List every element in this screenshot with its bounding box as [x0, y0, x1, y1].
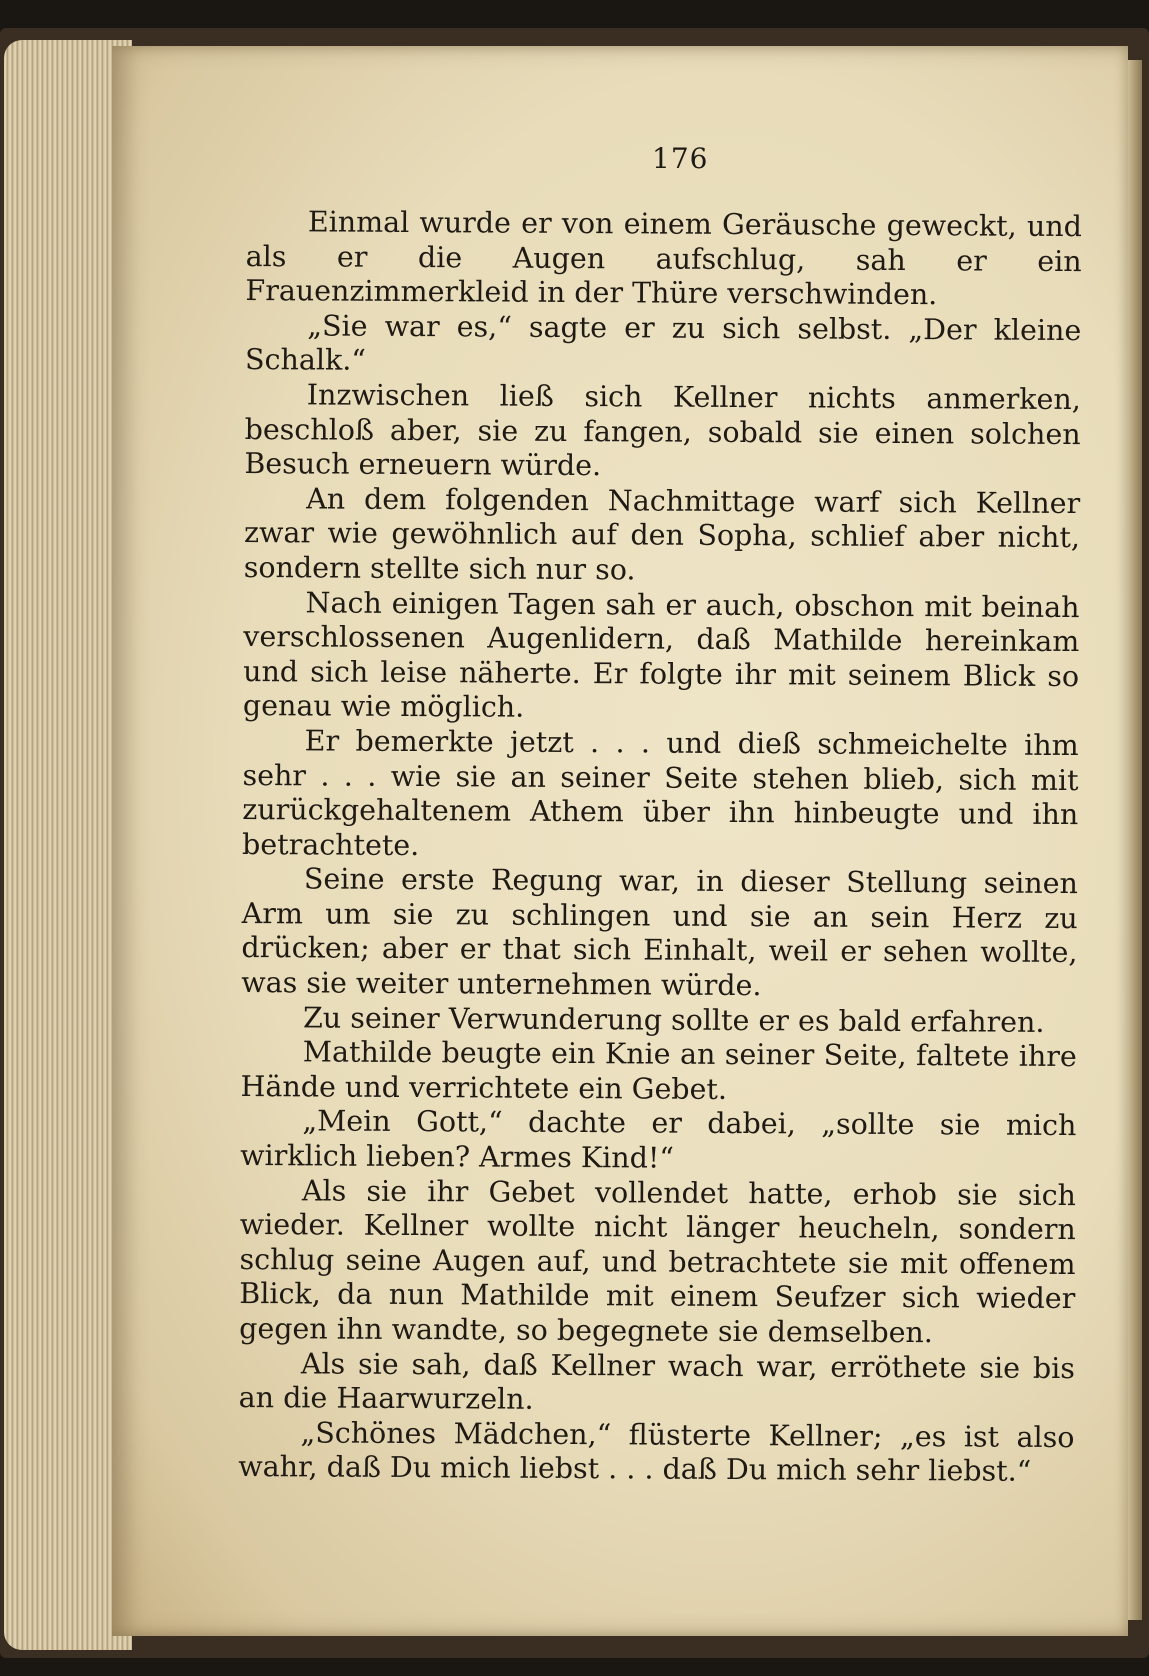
page-number: 176	[652, 142, 709, 175]
paragraph: Als sie sah, daß Kellner wach war, erröthete sie bis an die Haarwurzeln.	[238, 1346, 1076, 1416]
paragraph: Seine erste Regung war, in dieser Stellung seinen Arm um sie zu schlingen und sie an sein Herz zu drücken; aber er that sich Einhalt, weil er sehen wollte, was sie weiter unternehmen würde.	[241, 862, 1078, 1003]
body-text	[238, 205, 1082, 1490]
paragraph: „Schönes Mädchen,“ flüsterte Kellner; „es ist also wahr, daß Du mich liebst . . . daß Du mich sehr liebst.“	[238, 1416, 1075, 1489]
page-right-edge	[1128, 60, 1142, 1620]
paragraph: Er bemerkte jetzt . . . und dieß schmeichelte ihm sehr . . . wie sie an seiner Seite stehen blieb, sich mit zurückgehaltenem Athem über ihn hinbeugte und ihn betrachtete.	[241, 724, 1079, 862]
paragraph: Inzwischen ließ sich Kellner nichts anmerken, beschloß aber, sie zu fangen, sobald sie einen solchen Besuch erneuern würde.	[244, 378, 1081, 483]
paragraph: Zu seiner Verwunderung sollte er es bald erfahren.	[302, 1001, 1045, 1039]
paragraph: Als sie ihr Gebet vollendet hatte, erhob sie sich wieder. Kellner wollte nicht länger heucheln, sondern schlug seine Augen auf, und betrachtete sie mit offenem Blick, da nun Mathilde mit einem Seufzer sich wieder gegen ihn wandte, so begegnete sie demselben.	[239, 1173, 1077, 1350]
paragraph: Einmal wurde er von einem Geräusche geweckt, und als er die Augen aufschlug, sah er ein Frauenzimmerkleid in der Thüre verschwinden.	[245, 205, 1082, 312]
paragraph: „Mein Gott,“ dachte er dabei, „sollte sie mich wirklich lieben? Armes Kind!“	[240, 1104, 1077, 1175]
paragraph: Mathilde beugte ein Knie an seiner Seite, faltete ihre Hände und verrichtete ein Gebet.	[240, 1035, 1077, 1106]
paragraph: An dem folgenden Nachmittage warf sich Kellner zwar wie gewöhnlich auf den Sopha, schlief aber nicht, sondern stellte sich nur so.	[243, 482, 1081, 587]
paragraph: Nach einigen Tagen sah er auch, obschon mit beinah verschlossenen Augenlidern, daß Mathilde hereinkam und sich leise näherte. Er folgte ihr mit seinem Blick so genau wie möglich.	[242, 585, 1080, 725]
paragraph: „Sie war es,“ sagte er zu sich selbst. „Der kleine Schalk.“	[244, 309, 1082, 378]
